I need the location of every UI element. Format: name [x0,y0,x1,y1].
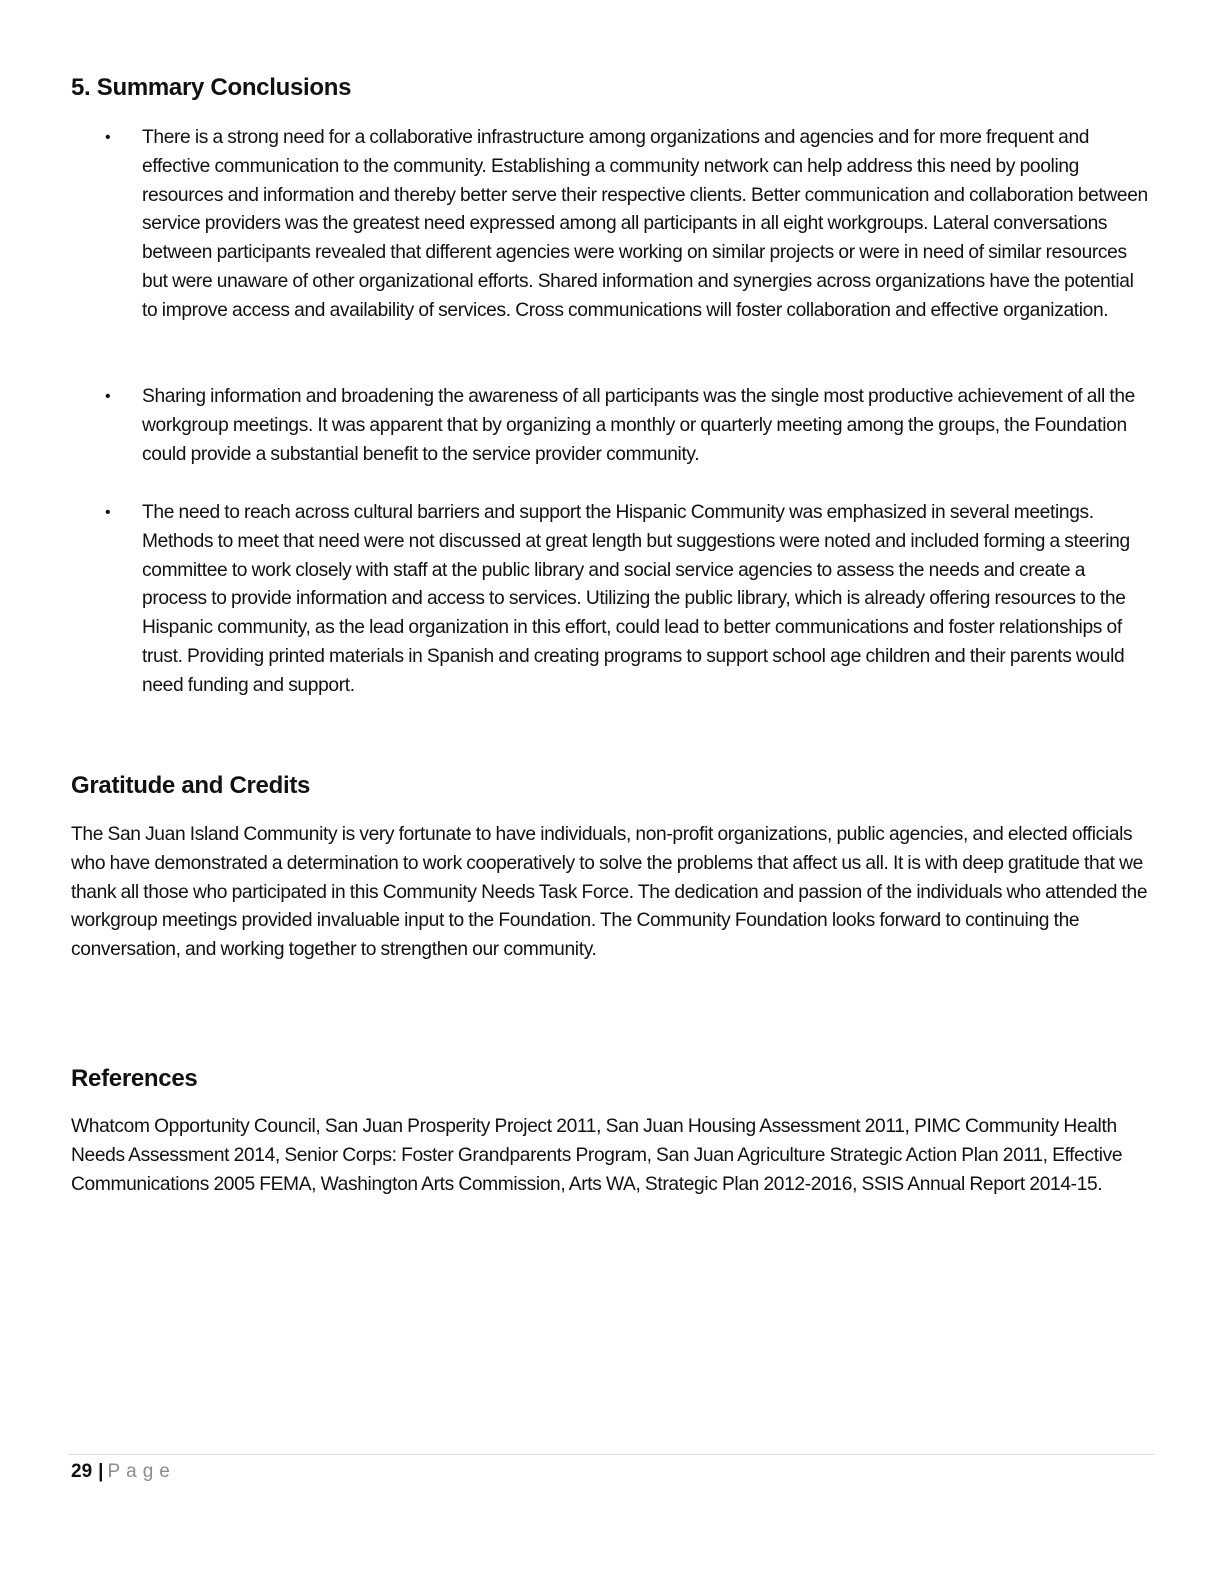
summary-bullet-list [71,383,1151,469]
summary-bullet-item [71,124,1151,326]
page-footer [71,1460,176,1484]
summary-bullet-item [71,383,1151,469]
footer-divider [68,1454,1155,1455]
bullet-text: There is a strong need for a collaborative infrastructure among organizations and agencies and for more frequent and effective communication to the community. Establishing a community network can help address this need by pooling resources and information and thereby better serve their respective clients. Better communication and collaboration between service providers was the greatest need expressed among all participants in all eight workgroups. Lateral conversations between participants revealed that different agencies were working on similar projects or were in need of similar resources but were unaware of other organizational efforts. Shared information and synergies across organizations have the potential to improve access and availability of services. Cross communications will foster collaboration and effective organization. [142,127,1148,321]
summary-bullet-item [71,499,1151,701]
bullet-text: The need to reach across cultural barriers and support the Hispanic Community was emphasized in several meetings. Methods to meet that need were not discussed at great length but suggestions were noted and included forming a steering committee to work closely with staff at the public library and social service agencies to assess the needs and create a process to provide information and access to services. Utilizing the public library, which is already offering resources to the Hispanic community, as the lead organization in this effort, could lead to better communications and foster relationships of trust. Providing printed materials in Spanish and creating programs to support school age children and their parents would need funding and support. [142,502,1130,696]
bullet-icon: • [105,504,111,521]
bullet-icon: • [105,129,111,146]
references-paragraph: Whatcom Opportunity Council, San Juan Prosperity Project 2011, San Juan Housing Assessment 2011, PIMC Community Health Needs Assessment 2014, Senior Corps: Foster Grandparents Program, San Juan Agriculture Strategic Action Plan 2011, Effective Communications 2005 FEMA, Washington Arts Commission, Arts WA, Strategic Plan 2012-2016, SSIS Annual Report 2014-15. [71,1116,1123,1195]
page-number: 29 [71,1461,93,1482]
gratitude-paragraph: The San Juan Island Community is very fortunate to have individuals, non-profit organizations, public agencies, and elected officials who have demonstrated a determination to work cooperatively to solve the problems that affect us all. It is with deep gratitude that we thank all those who participated in this Community Needs Task Force. The dedication and passion of the individuals who attended the workgroup meetings provided invaluable input to the Foundation. The Community Foundation looks forward to continuing the conversation, and working together to strengthen our community. [71,824,1148,961]
summary-conclusions-heading: 5. Summary Conclusions [71,74,352,101]
page-separator: | [98,1461,104,1482]
gratitude-credits-heading: Gratitude and Credits [71,772,311,799]
page-label: Page [107,1461,176,1482]
bullet-icon: • [105,388,111,405]
summary-bullet-list [71,499,1151,701]
bullet-text: Sharing information and broadening the awareness of all participants was the single most productive achievement of all the workgroup meetings. It was apparent that by organizing a monthly or quarterly meeting among the groups, the Foundation could provide a substantial benefit to the service provider community. [142,386,1135,465]
summary-bullet-list [71,124,1151,326]
references-heading: References [71,1065,198,1092]
